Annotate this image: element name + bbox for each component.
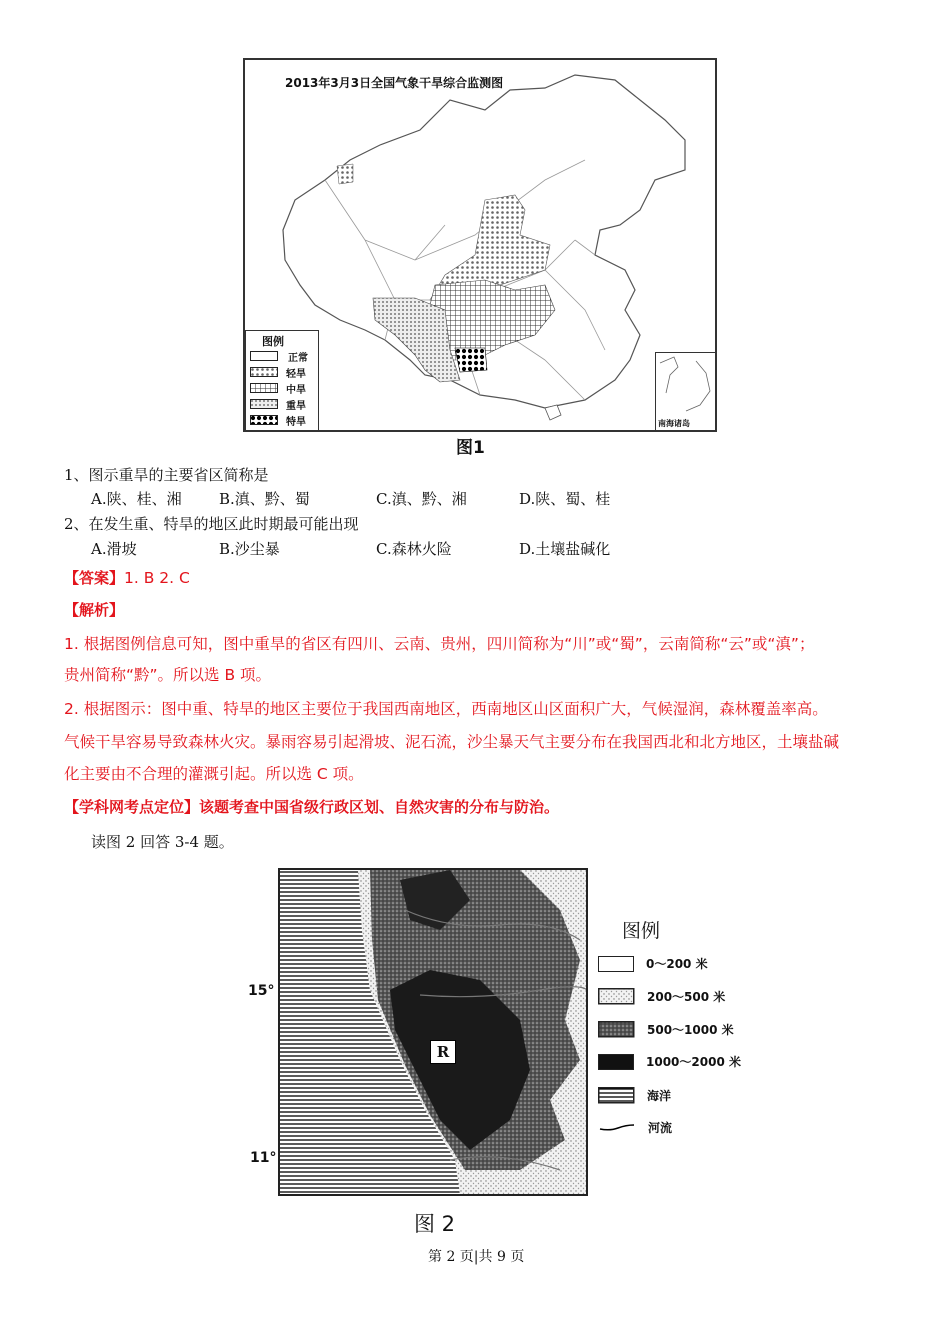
terrain-map-figure [278,868,588,1196]
q1-option-c: C.滇、黔、湘 [376,490,467,508]
legend2-1000-2000: 1000～2000 米 [598,1053,741,1070]
analysis-line-4: 气候干旱容易导致森林火灾。暴雨容易引起滑坡、泥石流，沙尘暴天气主要分布在我国西北和北方地区，土壤盐碱 [64,733,840,751]
figure2-legend-title: 图例 [622,920,661,942]
instruction: 读图 2 回答 3-4 题。 [91,833,234,851]
legend2-200-500: 200～500 米 [598,988,725,1005]
question-1-stem: 1、图示重旱的主要省区简称是 [64,466,269,484]
hainan-island [545,405,561,420]
figure2-caption: 图 2 [414,1212,456,1236]
q2-option-b: B.沙尘暴 [219,540,280,558]
legend2-0-200: 0～200 米 [598,955,708,972]
legend-extreme: 特旱 [250,414,306,426]
analysis-line-3: 2. 根据图示：图中重、特旱的地区主要位于我国西南地区，西南地区山区面积广大，气候湿润，森林覆盖率高。 [64,700,828,718]
legend-moderate: 中旱 [250,382,306,394]
q2-option-a: A.滑坡 [91,540,137,558]
inset-outline [656,353,714,417]
legend2-500-1000: 500～1000 米 [598,1021,734,1038]
q2-option-d: D.土壤盐碱化 [519,540,611,558]
legend-title: 图例 [262,335,284,348]
q2-option-c: C.森林火险 [376,540,452,558]
kaodian-text: 该题考查中国省级行政区划、自然灾害的分布与防治。 [199,798,560,816]
q1-option-d: D.陕、蜀、桂 [519,490,611,508]
map-title: 2013年3月3日全国气象干旱综合监测图 [285,76,504,90]
analysis-line-1: 1. 根据图例信息可知，图中重旱的省区有四川、云南、贵州，四川简称为“川”或“蜀”，云南简称“云”或“滇”； [64,635,815,653]
kaodian-label: 【学科网考点定位】 [64,798,200,816]
extreme-drought-area [455,348,487,372]
page-footer: 第 2 页|共 9 页 [428,1249,525,1265]
answer-text: 1. B 2. C [124,569,190,587]
analysis-label: 【解析】 [64,601,125,619]
legend-normal: 正常 [250,350,308,362]
drought-map-figure [243,58,717,432]
analysis-line-2: 贵州简称“黔”。所以选 B 项。 [64,666,272,684]
legend-heavy: 重旱 [250,398,306,410]
kaodian-line [64,797,559,817]
figure1-legend [245,330,319,432]
q1-option-a: A.陕、桂、湘 [91,490,182,508]
figure1-caption: 图1 [456,438,485,458]
analysis-line-5: 化主要由不合理的灌溉引起。所以选 C 项。 [64,765,364,783]
answer-label: 【答案】 [64,569,125,587]
legend-light: 轻旱 [250,366,306,378]
q1-option-b: B.滇、黔、蜀 [219,490,310,508]
south-china-sea-inset [655,352,717,432]
question-2-stem: 2、在发生重、特旱的地区此时期最可能出现 [64,515,359,533]
legend2-river: 河流 [598,1119,672,1136]
terrain-map [280,870,586,1194]
latitude-11-label: 11° [250,1150,277,1166]
latitude-15-label: 15° [248,983,275,999]
legend2-ocean: 海洋 [598,1087,671,1104]
point-r-marker: R [430,1040,456,1064]
inset-label: 南海诸岛 [658,419,690,428]
answer-line [64,568,190,588]
light-drought-nw [337,164,353,184]
